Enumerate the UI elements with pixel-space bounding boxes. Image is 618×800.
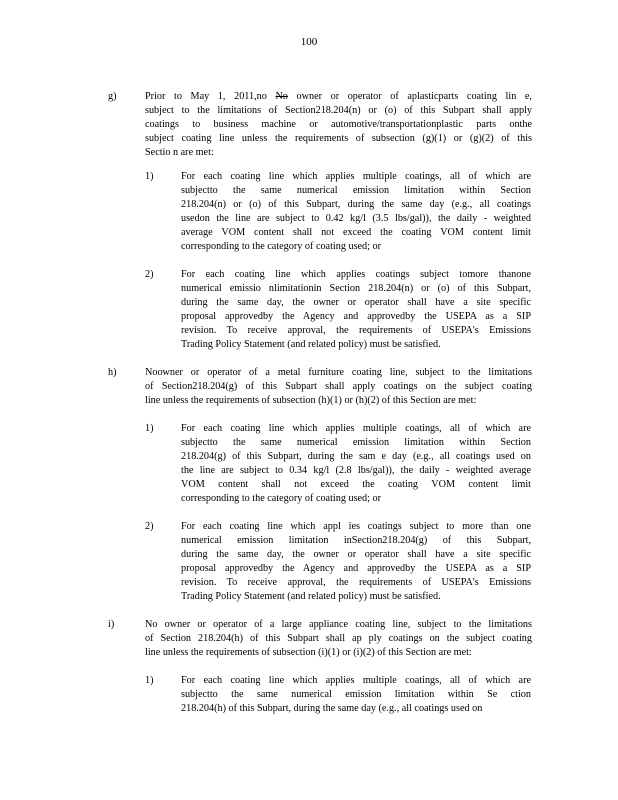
- text-line: of Section 218.204(h) of this Subpart shall ap ply coatings on the subject coating: [145, 632, 532, 644]
- text-line: the line are subject to 0.34 kg/l (2.8 lbs/gal)), the daily - weighted average: [181, 464, 531, 476]
- text-line: Trading Policy Statement (and related policy) must be satisfied.: [181, 338, 441, 350]
- item-marker: 1): [145, 171, 154, 182]
- text-line: of Section218.204(g) of this Subpart shall apply coatings on the subject coating: [145, 380, 532, 392]
- text-line: For each coating line which applies multiple coatings, all of which are: [181, 171, 531, 182]
- item-paragraph: [181, 520, 531, 603]
- text-line: 218.204(n) or (o) of this Subpart, during the same day (e.g., all coatings: [181, 198, 531, 210]
- item-marker: 1): [145, 423, 154, 434]
- text-line: 218.204(g) of this Subpart, during the sam e day (e.g., all coatings used on: [181, 450, 531, 462]
- page-number: 100: [300, 36, 318, 48]
- item-paragraph: [181, 268, 531, 351]
- text-line: revision. To receive approval, the requirements of USEPA's Emissions: [181, 576, 531, 588]
- text-line: subject to the limitations of Section218.204(n) or (o) of this Subpart shall apply: [145, 104, 532, 116]
- text-line: line unless the requirements of subsection (i)(1) or (i)(2) of this Section are met:: [145, 646, 472, 658]
- text-line: For each coating line which applies multiple coatings, all of which are: [181, 423, 531, 434]
- item-paragraph: [181, 674, 531, 716]
- deleted-text: No: [275, 91, 288, 102]
- text-line: Prior to May 1, 2011,no No owner or operator of aplasticparts coating lin e,: [145, 91, 532, 102]
- section-paragraph: [145, 618, 532, 660]
- section-marker: g): [108, 91, 117, 102]
- section-paragraph: [145, 366, 532, 408]
- text-line: subjectto the same numerical emission limitation within Section: [181, 184, 531, 196]
- section-marker: i): [108, 619, 115, 630]
- item-marker: 1): [145, 675, 154, 686]
- text-line: Trading Policy Statement (and related policy) must be satisfied.: [181, 590, 441, 602]
- text-line: corresponding to the category of coating used; or: [181, 240, 382, 252]
- section-marker: h): [108, 367, 117, 378]
- text-line: No owner or operator of a large appliance coating line, subject to the limitations: [145, 619, 532, 630]
- item-paragraph: [181, 422, 531, 505]
- text-line: revision. To receive approval, the requirements of USEPA's Emissions: [181, 324, 531, 336]
- text-line: proposal approvedby the Agency and approvedby the USEPA as a SIP: [181, 310, 531, 322]
- text-line: Sectio n are met:: [145, 146, 214, 158]
- text-line: Noowner or operator of a metal furniture coating line, subject to the limitations: [145, 367, 532, 378]
- section-paragraph: [145, 90, 532, 160]
- text-line: For each coating line which appl ies coatings subject to more than one: [181, 521, 531, 532]
- text-line: line unless the requirements of subsection (h)(1) or (h)(2) of this Section are met:: [145, 394, 477, 406]
- item-paragraph: [181, 170, 531, 253]
- text-line: during the same day, the owner or operator shall have a site specific: [181, 548, 531, 560]
- text-line: during the same day, the owner or operator shall have a site specific: [181, 296, 531, 308]
- text-line: proposal approvedby the Agency and approvedby the USEPA as a SIP: [181, 562, 531, 574]
- item-marker: 2): [145, 269, 154, 280]
- text-line: numerical emissio nlimitationin Section 218.204(n) or (o) of this Subpart,: [181, 282, 531, 294]
- item-marker: 2): [145, 521, 154, 532]
- text-line: subjectto the same numerical emission limitation within Se ction: [181, 688, 531, 700]
- text-line: 218.204(h) of this Subpart, during the same day (e.g., all coatings used on: [181, 702, 483, 714]
- text-line: average VOM content shall not exceed the coating VOM content limit: [181, 226, 531, 238]
- text-line: usedon the line are subject to 0.42 kg/l (3.5 lbs/gal)), the daily - weighted: [181, 212, 531, 224]
- text-line: coatings to business machine or automotive/transportationplastic parts onthe: [145, 118, 532, 130]
- text-line: numerical emission limitation inSection218.204(g) of this Subpart,: [181, 534, 531, 546]
- text-line: subjectto the same numerical emission limitation within Section: [181, 436, 531, 448]
- text-line: subject coating line unless the requirements of subsection (g)(1) or (g)(2) of this: [145, 132, 532, 144]
- text-line: For each coating line which applies coatings subject tomore thanone: [181, 269, 531, 280]
- text-line: For each coating line which applies multiple coatings, all of which are: [181, 675, 531, 686]
- text-line: corresponding to the category of coating used; or: [181, 492, 382, 504]
- text-line: VOM content shall not exceed the coating VOM content limit: [181, 478, 531, 490]
